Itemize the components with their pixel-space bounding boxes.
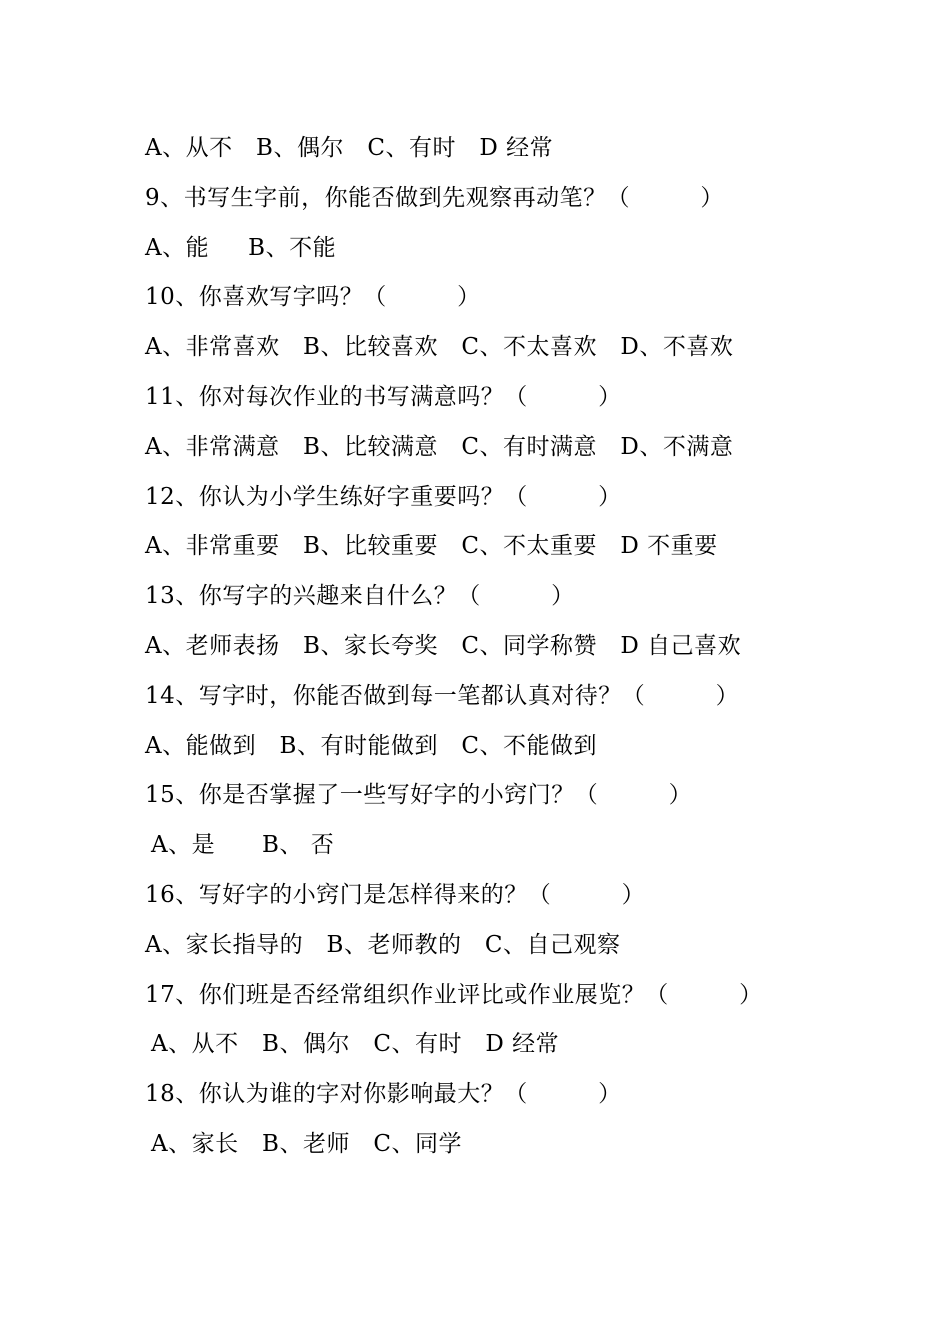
question-13: 13、你写字的兴趣来自什么？（ ）	[145, 583, 575, 610]
options-line: A、能做到 B、有时能做到 C、不能做到	[145, 732, 597, 759]
question-18: 18、你认为谁的字对你影响最大？（ ）	[145, 1081, 622, 1108]
options-line: A、从不 B、偶尔 C、有时 D 经常	[151, 1031, 560, 1058]
options-line: A、从不 B、偶尔 C、有时 D 经常	[145, 135, 554, 161]
question-11: 11、你对每次作业的书写满意吗？（ ）	[145, 383, 622, 410]
question-9: 9、书写生字前，你能否做到先观察再动笔？（ ）	[145, 184, 724, 211]
options-line: A、非常满意 B、比较满意 C、有时满意 D、不满意	[145, 433, 734, 460]
question-16: 16、写好字的小窍门是怎样得来的？（ ）	[145, 881, 646, 908]
question-14: 14、写字时，你能否做到每一笔都认真对待？（ ）	[145, 682, 740, 709]
options-line: A、非常喜欢 B、比较喜欢 C、不太喜欢 D、不喜欢	[145, 334, 734, 361]
question-17: 17、你们班是否经常组织作业评比或作业展览？（ ）	[145, 981, 763, 1008]
options-line: A、家长 B、老师 C、同学	[151, 1130, 462, 1157]
question-12: 12、你认为小学生练好字重要吗？（ ）	[145, 483, 622, 510]
questionnaire-body	[145, 124, 905, 1170]
question-10: 10、你喜欢写字吗？（ ）	[145, 284, 481, 311]
options-line: A、老师表扬 B、家长夸奖 C、同学称赞 D 自己喜欢	[145, 632, 742, 659]
question-15: 15、你是否掌握了一些写好字的小窍门？（ ）	[145, 782, 693, 809]
options-line: A、非常重要 B、比较重要 C、不太重要 D 不重要	[145, 533, 718, 560]
options-line: A、能 B、不能	[145, 234, 337, 261]
options-line: A、家长指导的 B、老师教的 C、自己观察	[145, 931, 621, 958]
options-line: A、是 B、 否	[151, 832, 335, 859]
